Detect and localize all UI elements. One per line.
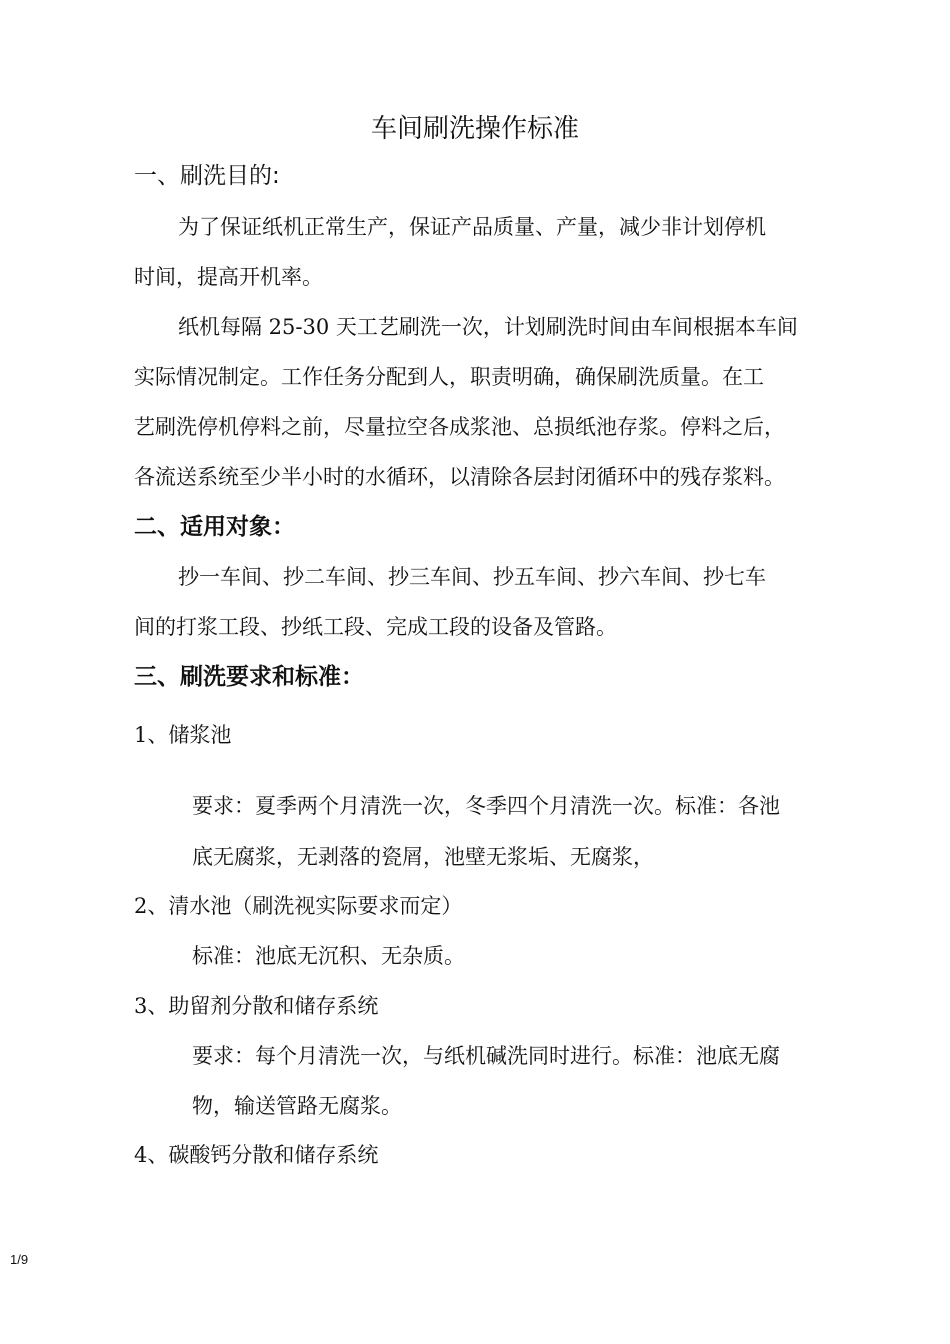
list-item-label: 4、碳酸钙分散和储存系统 <box>134 1143 379 1167</box>
list-item-detail: 要求：夏季两个月清洗一次，冬季四个月清洗一次。标准：各池 <box>192 794 780 818</box>
paragraph-line: 时间，提高开机率。 <box>134 265 323 289</box>
paragraph-line: 艺刷洗停机停料之前，尽量拉空各成浆池、总损纸池存浆。停料之后， <box>134 415 785 439</box>
section-heading-purpose: 一、刷洗目的: <box>134 163 280 189</box>
list-item-detail: 要求：每个月清洗一次，与纸机碱洗同时进行。标准：池底无腐 <box>192 1044 780 1068</box>
paragraph-line: 纸机每隔 25-30 天工艺刷洗一次，计划刷洗时间由车间根据本车间 <box>178 315 798 339</box>
paragraph-line: 抄一车间、抄二车间、抄三车间、抄五车间、抄六车间、抄七车 <box>178 565 766 589</box>
list-item-detail: 底无腐浆，无剥落的瓷屑，池壁无浆垢、无腐浆， <box>192 845 654 869</box>
document-title: 车间刷洗操作标准 <box>370 114 579 144</box>
section-heading-scope: 二、适用对象： <box>134 514 295 540</box>
list-item-detail: 标准：池底无沉积、无杂质。 <box>192 944 465 968</box>
section-heading-requirements: 三、刷洗要求和标准： <box>134 664 364 690</box>
list-item-label: 2、清水池（刷洗视实际要求而定） <box>134 894 463 918</box>
list-item-label: 1、储浆池 <box>134 723 232 747</box>
paragraph-line: 实际情况制定。工作任务分配到人，职责明确，确保刷洗质量。在工 <box>134 365 764 389</box>
paragraph-line: 为了保证纸机正常生产，保证产品质量、产量，减少非计划停机 <box>178 215 766 239</box>
page-number: 1/9 <box>10 1252 29 1267</box>
list-item-label: 3、助留剂分散和储存系统 <box>134 994 379 1018</box>
paragraph-line: 间的打浆工段、抄纸工段、完成工段的设备及管路。 <box>134 615 617 639</box>
list-item-detail: 物，输送管路无腐浆。 <box>192 1094 402 1118</box>
paragraph-line: 各流送系统至少半小时的水循环，以清除各层封闭循环中的残存浆料。 <box>134 465 785 489</box>
